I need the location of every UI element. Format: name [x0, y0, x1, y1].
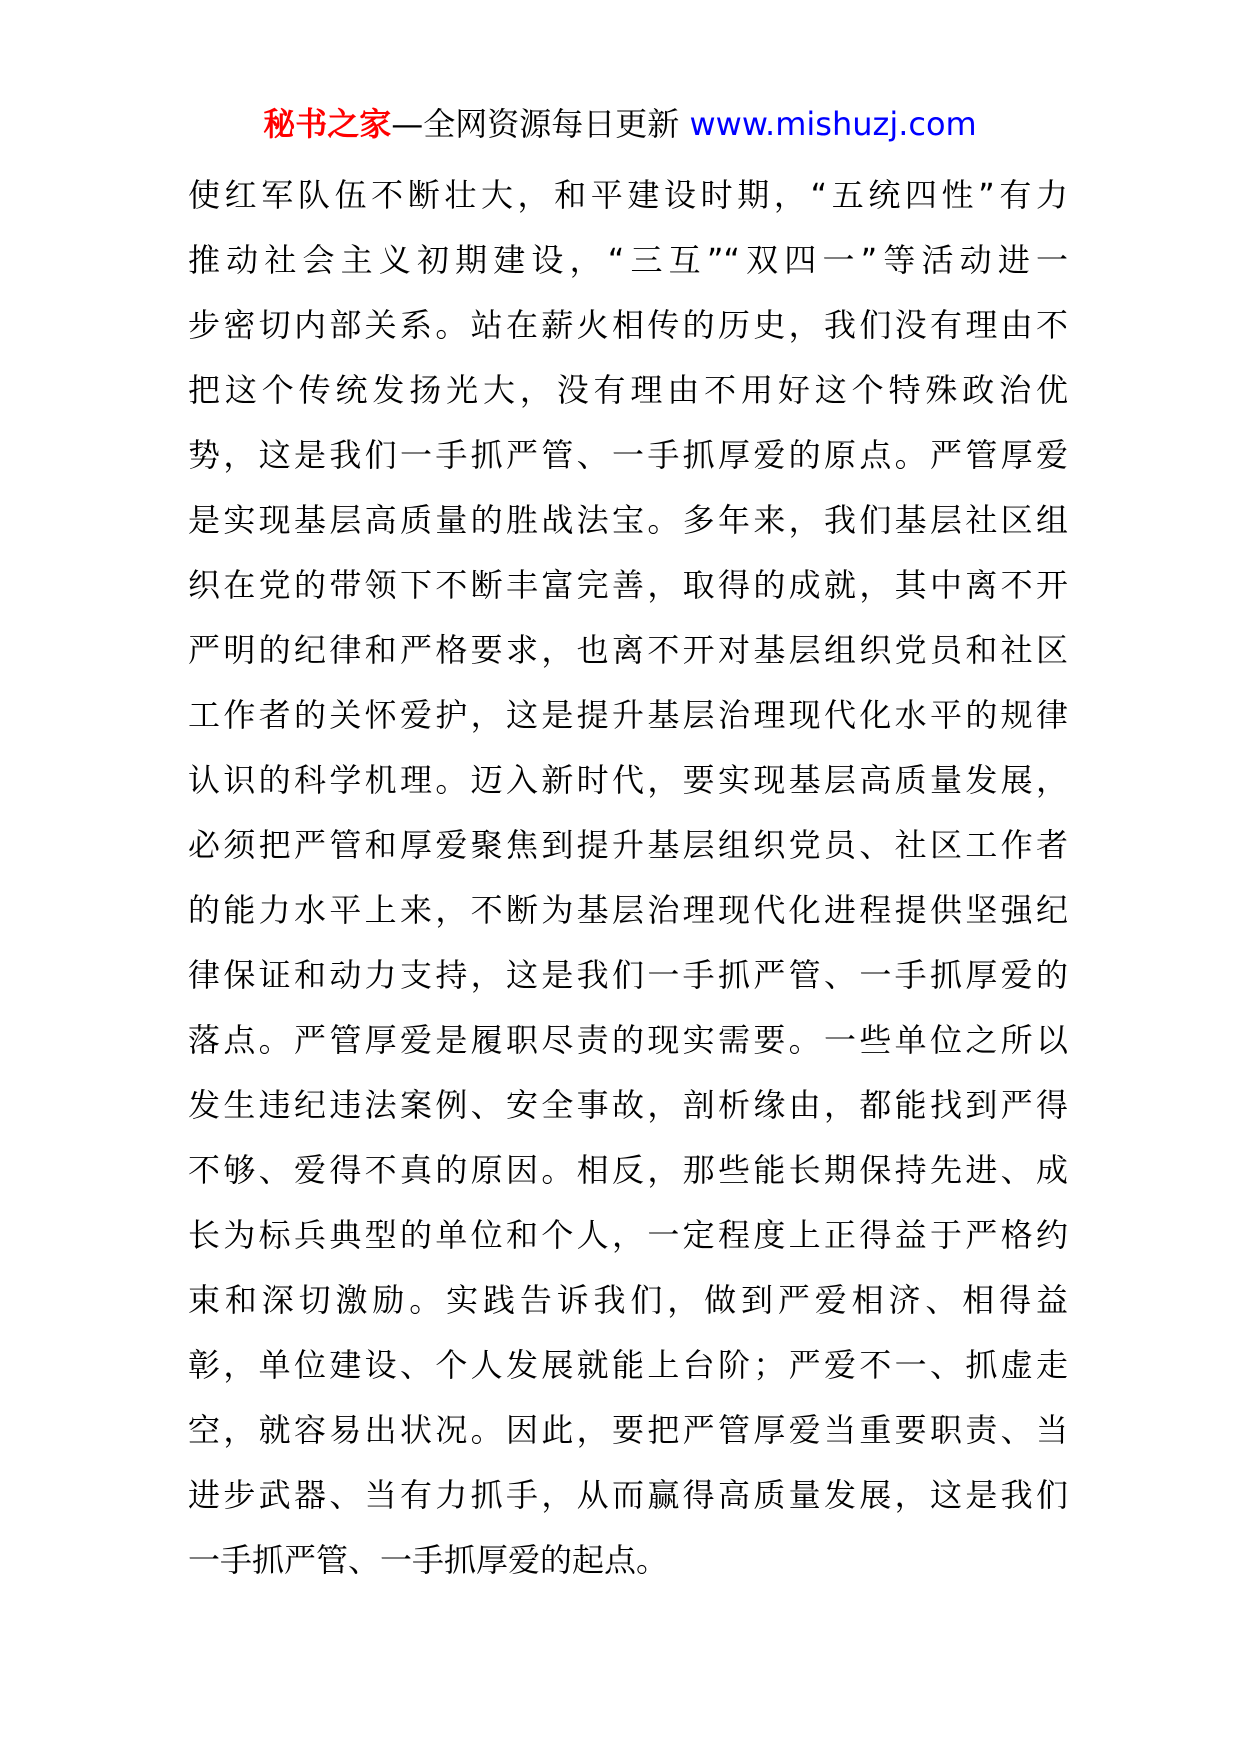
- page-header: [0, 100, 1240, 148]
- body-line: 必须把严管和厚爱聚焦到提升基层组织党员、社区工作者: [188, 826, 1068, 864]
- body-line: 一手抓严管、一手抓厚爱的起点。: [188, 1541, 669, 1579]
- body-line: 使红军队伍不断壮大，和平建设时期，“五统四性”有力: [188, 176, 1068, 214]
- body-line: 发生违纪违法案例、安全事故，剖析缘由，都能找到严得: [188, 1086, 1068, 1124]
- body-line: 步密切内部关系。站在薪火相传的历史，我们没有理由不: [188, 306, 1068, 344]
- body-line: 严明的纪律和严格要求，也离不开对基层组织党员和社区: [188, 631, 1068, 669]
- body-line: 落点。严管厚爱是履职尽责的现实需要。一些单位之所以: [188, 1021, 1068, 1059]
- body-line: 把这个传统发扬光大，没有理由不用好这个特殊政治优: [188, 371, 1068, 409]
- body-line: 长为标兵典型的单位和个人，一定程度上正得益于严格约: [188, 1216, 1068, 1254]
- document-body: [188, 163, 1068, 1593]
- body-line: 彰，单位建设、个人发展就能上台阶；严爱不一、抓虚走: [188, 1346, 1068, 1384]
- body-line: 束和深切激励。实践告诉我们，做到严爱相济、相得益: [188, 1281, 1068, 1319]
- body-line: 不够、爱得不真的原因。相反，那些能长期保持先进、成: [188, 1151, 1068, 1189]
- body-line: 织在党的带领下不断丰富完善，取得的成就，其中离不开: [188, 566, 1068, 604]
- body-line: 进步武器、当有力抓手，从而赢得高质量发展，这是我们: [188, 1476, 1068, 1514]
- header-url[interactable]: www.mishuzj.com: [689, 105, 977, 143]
- body-line: 认识的科学机理。迈入新时代，要实现基层高质量发展，: [188, 761, 1068, 799]
- body-line: 律保证和动力支持，这是我们一手抓严管、一手抓厚爱的: [188, 956, 1068, 994]
- body-line: 势，这是我们一手抓严管、一手抓厚爱的原点。严管厚爱: [188, 436, 1068, 474]
- brand-name: 秘书之家: [263, 105, 392, 143]
- body-line: 的能力水平上来，不断为基层治理现代化进程提供坚强纪: [188, 891, 1068, 929]
- body-line: 是实现基层高质量的胜战法宝。多年来，我们基层社区组: [188, 501, 1068, 539]
- header-slogan: —全网资源每日更新: [391, 105, 690, 143]
- body-line: 推动社会主义初期建设，“三互”“双四一”等活动进一: [188, 241, 1068, 279]
- body-line: 工作者的关怀爱护，这是提升基层治理现代化水平的规律: [188, 696, 1068, 734]
- body-line: 空，就容易出状况。因此，要把严管厚爱当重要职责、当: [188, 1411, 1068, 1449]
